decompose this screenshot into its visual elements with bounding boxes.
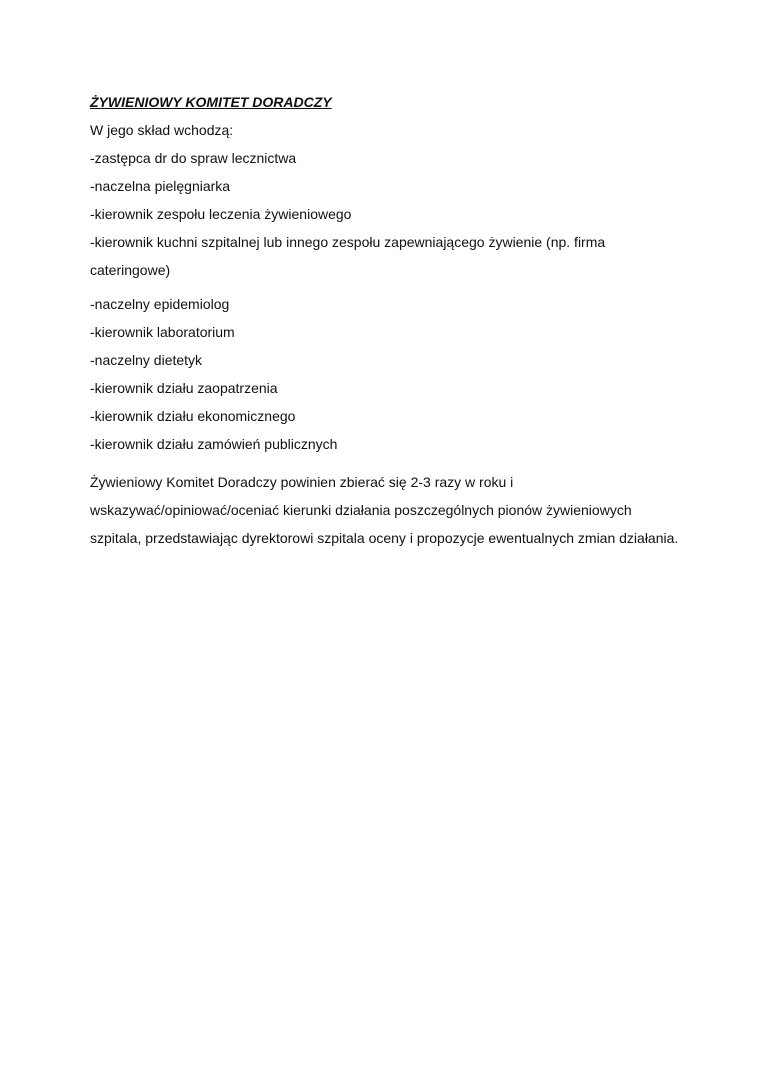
list-item: -kierownik zespołu leczenia żywieniowego: [90, 206, 352, 222]
list-item: -kierownik działu zamówień publicznych: [90, 436, 338, 452]
list-item: -kierownik działu ekonomicznego: [90, 408, 296, 424]
list-item: -kierownik kuchni szpitalnej lub innego zespołu zapewniającego żywienie (np. firma cateringowe): [90, 234, 606, 278]
members-list-2: [90, 290, 680, 458]
list-item: -naczelny epidemiolog: [90, 296, 230, 312]
closing-paragraph: Żywieniowy Komitet Doradczy powinien zbierać się 2-3 razy w roku i wskazywać/opiniować/oceniać kierunki działania poszczególnych pionów żywieniowych szpitala, przedstawiając dyrektorowi szpitala oceny i propozycje ewentualnych zmian działania.: [90, 474, 679, 546]
document-heading: ŻYWIENIOWY KOMITET DORADCZY: [90, 94, 332, 110]
list-item: -naczelny dietetyk: [90, 352, 203, 368]
list-item: -kierownik laboratorium: [90, 324, 235, 340]
members-list-1: [90, 144, 680, 284]
document-content: [90, 88, 680, 552]
list-item: -zastępca dr do spraw lecznictwa: [90, 150, 297, 166]
intro-text: W jego skład wchodzą:: [90, 122, 234, 138]
list-item: -kierownik działu zaopatrzenia: [90, 380, 278, 396]
list-item: -naczelna pielęgniarka: [90, 178, 231, 194]
